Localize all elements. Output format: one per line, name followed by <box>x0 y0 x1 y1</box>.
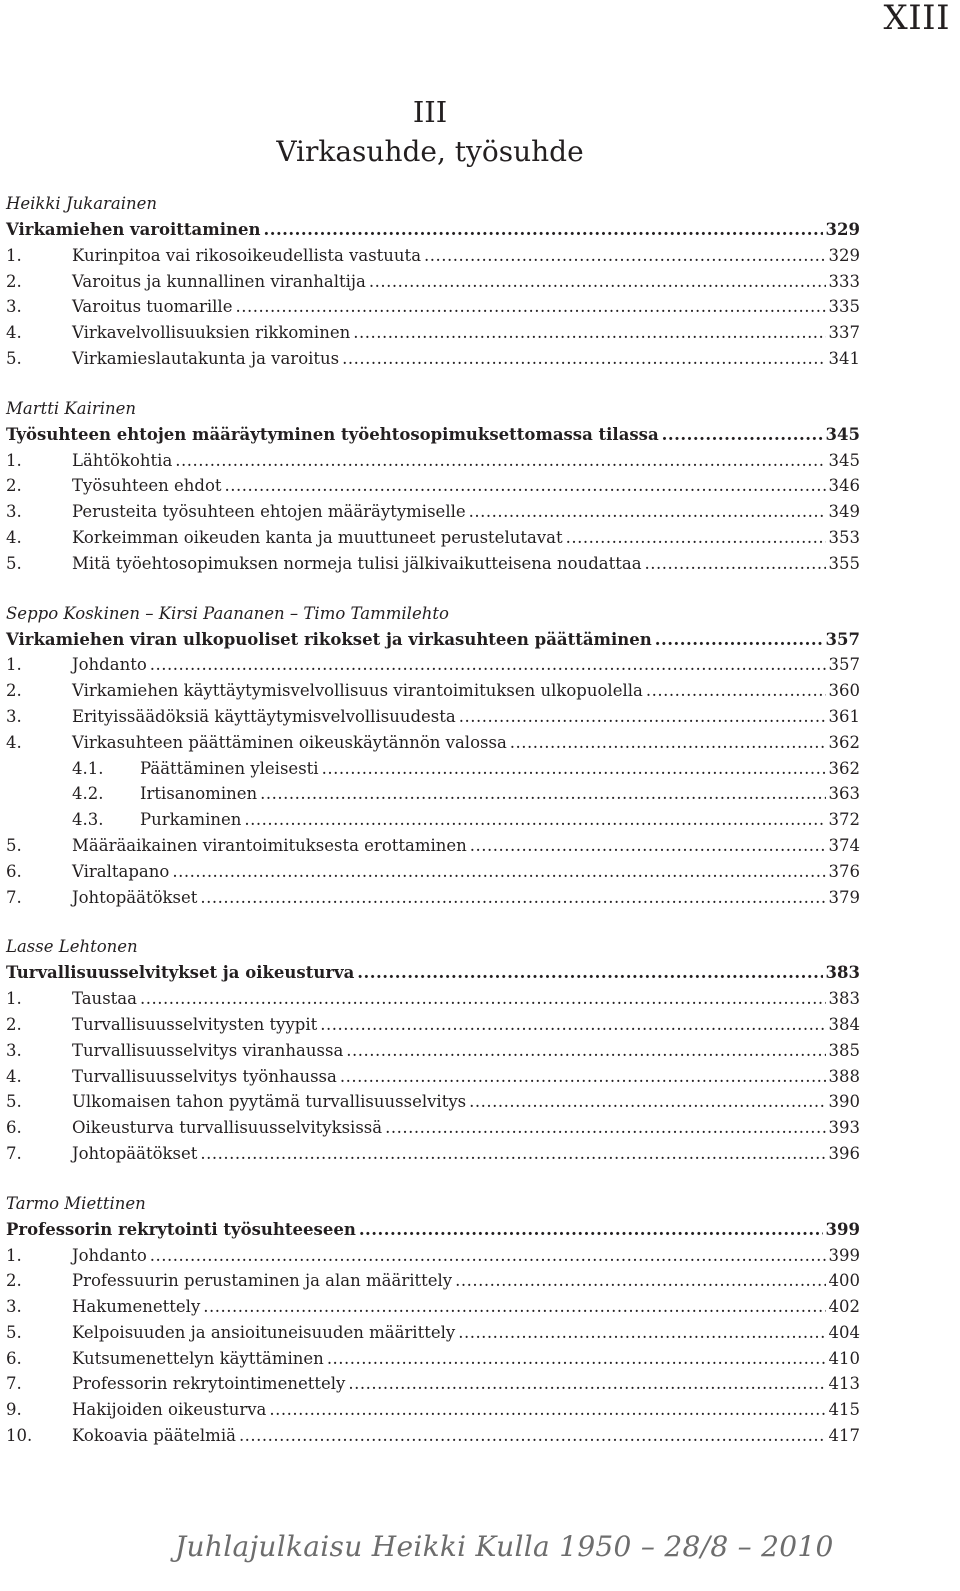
dot-leader <box>260 781 825 807</box>
dot-leader <box>175 448 825 474</box>
entry-text: Oikeusturva turvallisuusselvityksissä <box>72 1118 383 1138</box>
dot-leader <box>320 1012 825 1038</box>
page-ref: 404 <box>828 1322 860 1342</box>
page-ref: 399 <box>825 1219 860 1239</box>
entry-number: 9. <box>6 1400 22 1420</box>
dot-leader <box>510 730 826 756</box>
entry-number: 1. <box>6 655 22 675</box>
dot-leader <box>348 1371 825 1397</box>
toc-entry[interactable] <box>6 781 860 807</box>
entry-number: 3. <box>6 706 22 726</box>
section-author: Seppo Koskinen – Kirsi Paananen – Timo Tammilehto <box>6 603 449 623</box>
page-ref: 410 <box>828 1348 860 1368</box>
dot-leader <box>357 960 822 986</box>
page-ref: 374 <box>828 835 860 855</box>
page-ref: 393 <box>828 1118 860 1138</box>
page-ref: 383 <box>828 989 860 1009</box>
dot-leader <box>203 1294 825 1320</box>
toc-entry[interactable] <box>6 551 860 577</box>
page-ref: 413 <box>828 1374 860 1394</box>
entry-text: Perusteita työsuhteen ehtojen määräytymiselle <box>72 502 466 522</box>
entry-number: 6. <box>6 861 22 881</box>
entry-number: 5. <box>6 348 22 368</box>
section-author: Lasse Lehtonen <box>6 937 138 957</box>
entry-number: 3. <box>6 1297 22 1317</box>
toc-entry[interactable] <box>6 448 860 474</box>
section-author: Heikki Jukarainen <box>6 194 158 213</box>
page-ref: 355 <box>828 553 860 573</box>
dot-leader <box>455 1268 825 1294</box>
entry-text: Työsuhteen ehdot <box>72 476 222 496</box>
section-author: Tarmo Miettinen <box>6 1193 146 1213</box>
section-title: Virkamiehen varoittaminen <box>6 220 261 239</box>
part-number: III <box>412 95 448 129</box>
page-ref: 402 <box>828 1297 860 1317</box>
page-ref: 333 <box>828 271 860 291</box>
page-ref: 353 <box>828 527 860 547</box>
toc-entry[interactable] <box>6 1141 860 1167</box>
dot-leader <box>200 1141 825 1167</box>
toc-entry[interactable] <box>6 473 860 499</box>
toc-entry[interactable] <box>6 1397 860 1423</box>
entry-number: 1. <box>6 450 22 470</box>
toc-entry[interactable] <box>6 756 860 782</box>
page-ref: 379 <box>828 887 860 907</box>
toc-entry[interactable] <box>6 986 860 1012</box>
dot-leader <box>645 551 826 577</box>
part-title: Virkasuhde, työsuhde <box>276 135 584 168</box>
entry-number: 1. <box>6 245 22 265</box>
section-title-entry[interactable] <box>6 422 860 448</box>
dot-leader <box>140 986 826 1012</box>
page-ref: 335 <box>828 297 860 317</box>
entry-number: 1. <box>6 989 22 1009</box>
page-ref: 345 <box>825 424 860 444</box>
toc-entry[interactable] <box>6 833 860 859</box>
section-title: Turvallisuusselvitykset ja oikeusturva <box>6 963 355 983</box>
toc-entry[interactable] <box>6 678 860 704</box>
toc-entry[interactable] <box>6 1012 860 1038</box>
entry-number: 4. <box>6 323 22 343</box>
dot-leader <box>327 1346 826 1372</box>
entry-number: 1. <box>6 1245 22 1265</box>
entry-text: Viraltapano <box>72 861 170 881</box>
toc-section <box>6 601 860 911</box>
dot-leader <box>662 422 823 448</box>
page-ref: 362 <box>828 758 860 778</box>
section-title: Työsuhteen ehtojen määräytyminen työehtosopimuksettomassa tilassa <box>6 424 659 444</box>
dot-leader <box>469 1089 825 1115</box>
entry-text: Virkamieslautakunta ja varoitus <box>72 348 340 368</box>
part-header <box>0 93 860 173</box>
entry-number: 6. <box>6 1348 22 1368</box>
entry-text: Turvallisuusselvitys työnhaussa <box>72 1066 337 1086</box>
section-title-entry[interactable] <box>6 960 860 986</box>
page-ref: 372 <box>828 810 860 830</box>
dot-leader <box>655 627 823 653</box>
page-ref: 376 <box>828 861 860 881</box>
entry-text: Taustaa <box>72 989 137 1009</box>
toc-entry[interactable] <box>6 1320 860 1346</box>
toc-entry[interactable] <box>6 294 860 320</box>
dot-leader <box>172 859 825 885</box>
page-ref: 396 <box>828 1143 860 1163</box>
dot-leader <box>200 885 825 911</box>
dot-leader <box>340 1064 826 1090</box>
dot-leader <box>424 243 825 269</box>
dot-leader <box>244 807 825 833</box>
toc-entry[interactable] <box>6 730 860 756</box>
section-title: Virkamiehen viran ulkopuoliset rikokset ja virkasuhteen päättäminen <box>6 629 652 649</box>
entry-text: Lähtökohtia <box>72 450 173 470</box>
entry-number: 3. <box>6 502 22 522</box>
entry-number: 4. <box>6 527 22 547</box>
page-ref: 341 <box>828 348 860 368</box>
entry-number: 2. <box>6 271 22 291</box>
dot-leader <box>459 704 826 730</box>
toc-entry[interactable] <box>6 1268 860 1294</box>
toc-section <box>6 396 860 577</box>
page-ref: 385 <box>828 1040 860 1060</box>
page-ref: 360 <box>828 681 860 701</box>
entry-number: 7. <box>6 1143 22 1163</box>
page-ref: 346 <box>828 476 860 496</box>
dot-leader <box>342 346 825 372</box>
entry-text: Turvallisuusselvitysten tyypit <box>72 1014 318 1034</box>
toc-entry[interactable] <box>6 320 860 346</box>
dot-leader <box>359 1217 823 1243</box>
page-ref: 390 <box>828 1092 860 1112</box>
entry-number: 7. <box>6 887 22 907</box>
entry-text: Kokoavia päätelmiä <box>72 1426 236 1446</box>
entry-number: 5. <box>6 835 22 855</box>
toc-entry[interactable] <box>6 652 860 678</box>
toc-section <box>6 191 860 372</box>
page-ref: 384 <box>828 1014 860 1034</box>
entry-text: Johdanto <box>72 655 147 675</box>
toc-entry[interactable] <box>6 704 860 730</box>
entry-text: Hakumenettely <box>72 1297 201 1317</box>
entry-text: Päättäminen yleisesti <box>140 758 319 778</box>
dot-leader <box>225 473 826 499</box>
toc-entry[interactable] <box>6 859 860 885</box>
entry-text: Virkasuhteen päättäminen oikeuskäytännön valossa <box>72 732 507 752</box>
page-ref: 329 <box>825 220 860 239</box>
entry-text: Varoitus tuomarille <box>72 297 233 317</box>
entry-text: Virkavelvollisuuksien rikkominen <box>72 323 351 343</box>
dot-leader <box>469 499 826 525</box>
entry-number: 6. <box>6 1118 22 1138</box>
page-number: XIII <box>883 0 950 38</box>
entry-text: Professorin rekrytointimenettely <box>72 1374 346 1394</box>
entry-text: Erityissäädöksiä käyttäytymisvelvollisuudesta <box>72 706 456 726</box>
footer-text: Juhlajulkaisu Heikki Kulla 1950 – 28/8 – 2010 <box>175 1530 834 1563</box>
entry-number: 7. <box>6 1374 22 1394</box>
toc-entry[interactable] <box>6 1064 860 1090</box>
toc-entry[interactable] <box>6 525 860 551</box>
entry-text: Kutsumenettelyn käyttäminen <box>72 1348 324 1368</box>
entry-text: Mitä työehtosopimuksen normeja tulisi jälkivaikutteisena noudattaa <box>72 553 642 573</box>
dot-leader <box>235 294 825 320</box>
toc-entry[interactable] <box>6 1115 860 1141</box>
page-ref: 357 <box>828 655 860 675</box>
toc-entry[interactable] <box>6 243 860 269</box>
entry-number: 3. <box>6 1040 22 1060</box>
toc-entry[interactable] <box>6 1294 860 1320</box>
table-of-contents <box>6 191 860 1473</box>
entry-text: Purkaminen <box>140 810 242 830</box>
entry-number: 10. <box>6 1426 33 1446</box>
entry-number: 2. <box>6 1014 22 1034</box>
toc-entry[interactable] <box>6 1346 860 1372</box>
entry-number: 5. <box>6 553 22 573</box>
section-title-entry[interactable] <box>6 1217 860 1243</box>
page-ref: 383 <box>825 963 860 983</box>
page-ref: 361 <box>828 706 860 726</box>
toc-entry[interactable] <box>6 1038 860 1064</box>
dot-leader <box>353 320 825 346</box>
entry-number: 2. <box>6 1271 22 1291</box>
dot-leader <box>346 1038 825 1064</box>
page-ref: 417 <box>828 1426 860 1446</box>
entry-number: 4. <box>6 732 22 752</box>
entry-text: Kelpoisuuden ja ansioituneisuuden määrittely <box>72 1322 456 1342</box>
dot-leader <box>150 1243 826 1269</box>
entry-text: Kurinpitoa vai rikosoikeudellista vastuuta <box>72 245 422 265</box>
toc-section <box>6 934 860 1166</box>
entry-number: 4.3. <box>72 810 104 830</box>
entry-number: 5. <box>6 1092 22 1112</box>
entry-text: Turvallisuusselvitys viranhaussa <box>72 1040 344 1060</box>
dot-leader <box>239 1423 826 1449</box>
page-ref: 400 <box>828 1271 860 1291</box>
entry-text: Hakijoiden oikeusturva <box>72 1400 267 1420</box>
section-author: Martti Kairinen <box>6 398 137 418</box>
entry-number: 4.1. <box>72 758 104 778</box>
entry-text: Irtisanominen <box>140 784 258 804</box>
toc-entry[interactable] <box>6 1089 860 1115</box>
entry-text: Johdanto <box>72 1245 147 1265</box>
dot-leader <box>458 1320 825 1346</box>
toc-entry[interactable] <box>6 807 860 833</box>
toc-entry[interactable] <box>6 1243 860 1269</box>
page-ref: 415 <box>828 1400 860 1420</box>
entry-number: 4. <box>6 1066 22 1086</box>
page-ref: 362 <box>828 732 860 752</box>
dot-leader <box>470 833 826 859</box>
dot-leader <box>263 217 822 243</box>
entry-number: 3. <box>6 297 22 317</box>
dot-leader <box>385 1115 825 1141</box>
page-ref: 345 <box>828 450 860 470</box>
dot-leader <box>646 678 826 704</box>
entry-text: Virkamiehen käyttäytymisvelvollisuus virantoimituksen ulkopuolella <box>72 681 643 701</box>
section-title-entry[interactable] <box>6 627 860 653</box>
entry-text: Johtopäätökset <box>72 1143 198 1163</box>
entry-number: 4.2. <box>72 784 104 804</box>
entry-text: Varoitus ja kunnallinen viranhaltija <box>72 271 366 291</box>
toc-entry[interactable] <box>6 499 860 525</box>
toc-entry[interactable] <box>6 269 860 295</box>
dot-leader <box>322 756 826 782</box>
entry-text: Korkeimman oikeuden kanta ja muuttuneet perustelutavat <box>72 527 563 547</box>
dot-leader <box>369 269 826 295</box>
section-title-entry[interactable] <box>6 217 860 243</box>
dot-leader <box>269 1397 825 1423</box>
entry-text: Johtopäätökset <box>72 887 198 907</box>
toc-section <box>6 1191 860 1449</box>
entry-text: Ulkomaisen tahon pyytämä turvallisuusselvitys <box>72 1092 467 1112</box>
toc-entry[interactable] <box>6 346 860 372</box>
toc-entry[interactable] <box>6 885 860 911</box>
entry-number: 2. <box>6 681 22 701</box>
page-ref: 329 <box>828 245 860 265</box>
page-ref: 399 <box>828 1245 860 1265</box>
page-ref: 337 <box>828 323 860 343</box>
entry-number: 5. <box>6 1322 22 1342</box>
dot-leader <box>150 652 826 678</box>
toc-entry[interactable] <box>6 1423 860 1449</box>
entry-text: Professuurin perustaminen ja alan määrittely <box>72 1271 453 1291</box>
page-ref: 349 <box>828 502 860 522</box>
entry-number: 2. <box>6 476 22 496</box>
toc-entry[interactable] <box>6 1371 860 1397</box>
page-ref: 357 <box>825 629 860 649</box>
page-ref: 388 <box>828 1066 860 1086</box>
entry-text: Määräaikainen virantoimituksesta erottaminen <box>72 835 467 855</box>
dot-leader <box>566 525 826 551</box>
page-ref: 363 <box>828 784 860 804</box>
section-title: Professorin rekrytointi työsuhteeseen <box>6 1219 356 1239</box>
